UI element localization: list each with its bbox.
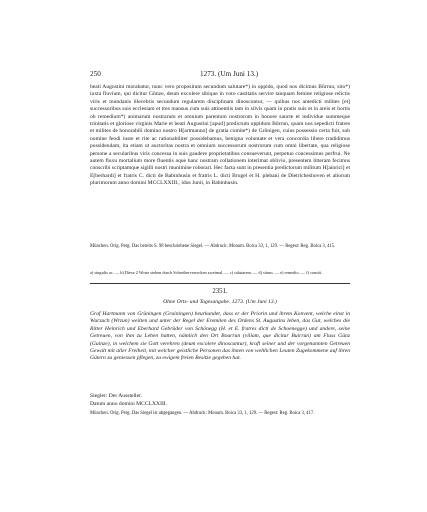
datum-line: Datum anno domini MCCLXXIII. bbox=[90, 401, 168, 407]
header-date: 1273. (Um Juni 13.) bbox=[200, 70, 259, 78]
page-number: 250 bbox=[90, 70, 101, 78]
regest-text: Graf Hartmann von Grüningen (Gruiningen) beurkundet, dass er der Priorin und ihrem Konvent, welche einst in Wurzach (Wrzun) weilten und unter der Regel der Eremiten des Ordens St. Augustins leben, das Gut, welches die Ritter Heinrich und Eberhard Gebrüder von Schönegg (H. et E. fratres dicti de Schoenegge) und andere, seine Getreuen, von ihm zu Lehen hatten, nämlich den Ort Bourrun (villam, que dicitur Buirrun) am Fluss Günz (Guinze), in welchem sie Gott verehren (deum excolere dinoscuntur), kraft seiner und der vorgenannten Getreuen Gewalt mit aller Freiheit, mit welcher geistliche Personen das ihnen von weltlichen Leuten Zugekommene auf ihren Gütern zu geniessen pflegen, zu ewigem freien Besitze gegeben hat. bbox=[90, 311, 350, 362]
section-divider bbox=[90, 283, 350, 284]
document-date-line: Ohne Orts- und Tagesangabe. 1273. (Um Juni 13.) bbox=[163, 299, 277, 305]
footnotes: a) singulis ac. — b) Diese 2 Worte stehen durch Schreiberverrecken zweimal. — c) salutarem. — d) situm. — e) remedio. — f) comiti. bbox=[90, 270, 323, 275]
source-note: München. Orig. Perg. Das bereits S. 98 beschriebene Siegel. — Abdruck: Monum. Boica 33, 1, 129. — Regest: Reg. Boica 3, 415. bbox=[90, 244, 336, 249]
sealer-line: Siegler: Der Aussteller. bbox=[90, 393, 143, 399]
charter-text: beati Augustini morabatur, nunc vero propositum secundum salutare*) in oppido, quod nos dicimus Bůrrun, sito*) iuxta fluvium, qui dicitur Gůnze, deum excolere sibique in voto castitatis servire tanquam femine religiose relictis viris et mundanis illecebris secundum regularem disciplinam dinoscuntur, — quibus nos antedicti milites [et] successoribus suis ecclesiam et tres mansus cum suis attinentiis tam in silvis quam in pratis suis et in areis et hortis ob remedium*) animarum nostrarum et omnium parentum nostrorum in honore sancte et individue summeque trinitatis et gloriose virginis Marie et beati Augustini [apud] predictum oppidum Bůrrun, quam nos sepedicti fratres et milites de honorabili domino nostro H[artmanno] de gratia comite*) de Grônigen, cuius possessio certa fuit, sub nomine feodi iuste et rite ac rationabiliter possidebamus, benigna voluntate et vera concordia libere tradidimus possidendam, ita etiam ut auctoritas nostra et omnium successorum nostrorum cum omni libertate, qua religiose persone a secularibus viris concessa in suis gaudere proprietatibus consueverunt, perpetuo concessimus perfrui. Ne autem fluxu mortalium more fluentis aque hanc nostram collationem interimat oblivio, presentem litteram fecimus conscribi scriptamque sigilli nostri munimine roborari. Hec facta sunt in presentia predictorum militum H[ainrici] et E[berhardi] et fratris C. dicti de Babinhusin et fratris L. dicti Brugel et H. plebani de Dietricheshoven et aliorum plurimorum anno domini MCCLXXIII., idus Junii, in Babinhusin. bbox=[90, 84, 350, 187]
source-note-2: München. Orig. Perg. Das Siegel ist abgegangen. — Abdruck: Monum. Boica 33, 1, 129. — Regest: Reg. Boica 3, 417. bbox=[90, 411, 315, 416]
document-number: 2351. bbox=[212, 288, 228, 295]
